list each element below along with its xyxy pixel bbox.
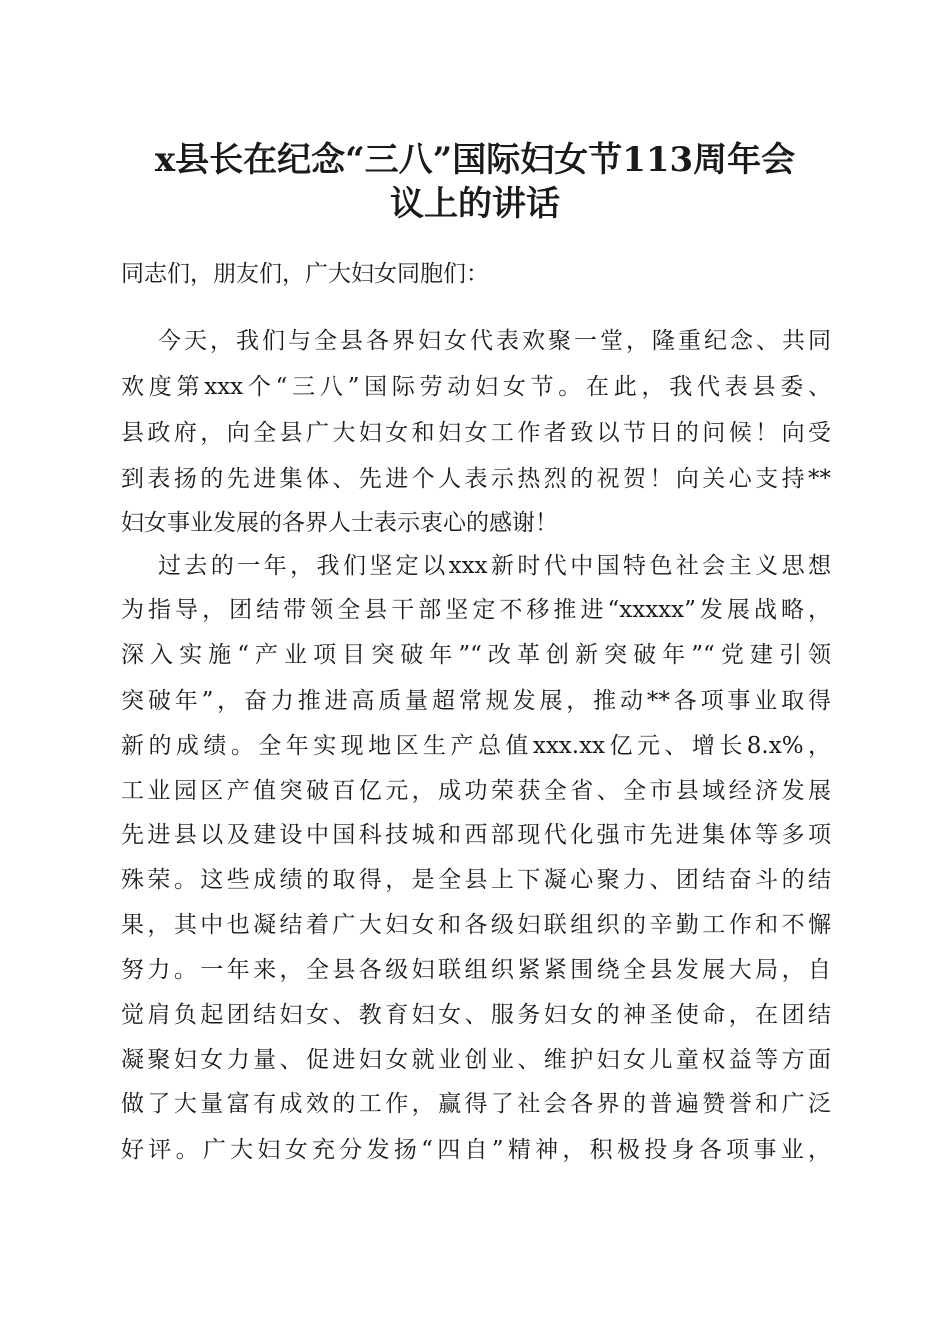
paragraph-2-line: 好评。广大妇女充分发扬“四自”精神，积极投身各项事业，	[121, 1137, 831, 1163]
paragraph-1-line: 妇女事业发展的各界人士表示衷心的感谢！	[121, 510, 558, 536]
document-title-line-1: x县长在纪念“三八”国际妇女节113周年会	[154, 140, 796, 180]
paragraph-2-line: 突破年”，奋力推进高质量超常规发展，推动**各项事业取得	[121, 688, 831, 714]
paragraph-2-line: 新的成绩。全年实现地区生产总值xxx.xx亿元、增长8.x%，	[121, 733, 831, 759]
paragraph-2-line: 果，其中也凝结着广大妇女和各级妇联组织的辛勤工作和不懈	[121, 912, 831, 938]
paragraph-1-line: 到表扬的先进集体、先进个人表示热烈的祝贺！向关心支持**	[121, 466, 831, 492]
paragraph-1-line: 县政府，向全县广大妇女和妇女工作者致以节日的问候！向受	[121, 420, 831, 446]
paragraph-2-line: 过去的一年，我们坚定以xxx新时代中国特色社会主义思想	[158, 553, 831, 579]
paragraph-2-line: 做了大量富有成效的工作，赢得了社会各界的普遍赞誉和广泛	[121, 1091, 831, 1117]
salutation: 同志们，朋友们，广大妇女同胞们：	[121, 261, 489, 287]
paragraph-2-line: 为指导，团结带领全县干部坚定不移推进“xxxxx”发展战略，	[121, 597, 831, 623]
paragraph-2-line: 努力。一年来，全县各级妇联组织紧紧围绕全县发展大局，自	[121, 957, 831, 983]
paragraph-2-line: 深入实施“产业项目突破年”“改革创新突破年”“党建引领	[121, 642, 831, 668]
paragraph-2-line: 殊荣。这些成绩的取得，是全县上下凝心聚力、团结奋斗的结	[121, 867, 831, 893]
document-title-line-2: 议上的讲话	[390, 184, 560, 224]
paragraph-2-line: 先进县以及建设中国科技城和西部现代化强市先进集体等多项	[121, 822, 831, 848]
paragraph-2-line: 觉肩负起团结妇女、教育妇女、服务妇女的神圣使命，在团结	[121, 1002, 831, 1028]
paragraph-1-line: 欢度第xxx个“三八”国际劳动妇女节。在此，我代表县委、	[121, 374, 831, 400]
paragraph-2-line: 工业园区产值突破百亿元，成功荣获全省、全市县域经济发展	[121, 778, 831, 804]
paragraph-2-line: 凝聚妇女力量、促进妇女就业创业、维护妇女儿童权益等方面	[121, 1047, 831, 1073]
paragraph-1-line: 今天，我们与全县各界妇女代表欢聚一堂，隆重纪念、共同	[158, 328, 831, 354]
